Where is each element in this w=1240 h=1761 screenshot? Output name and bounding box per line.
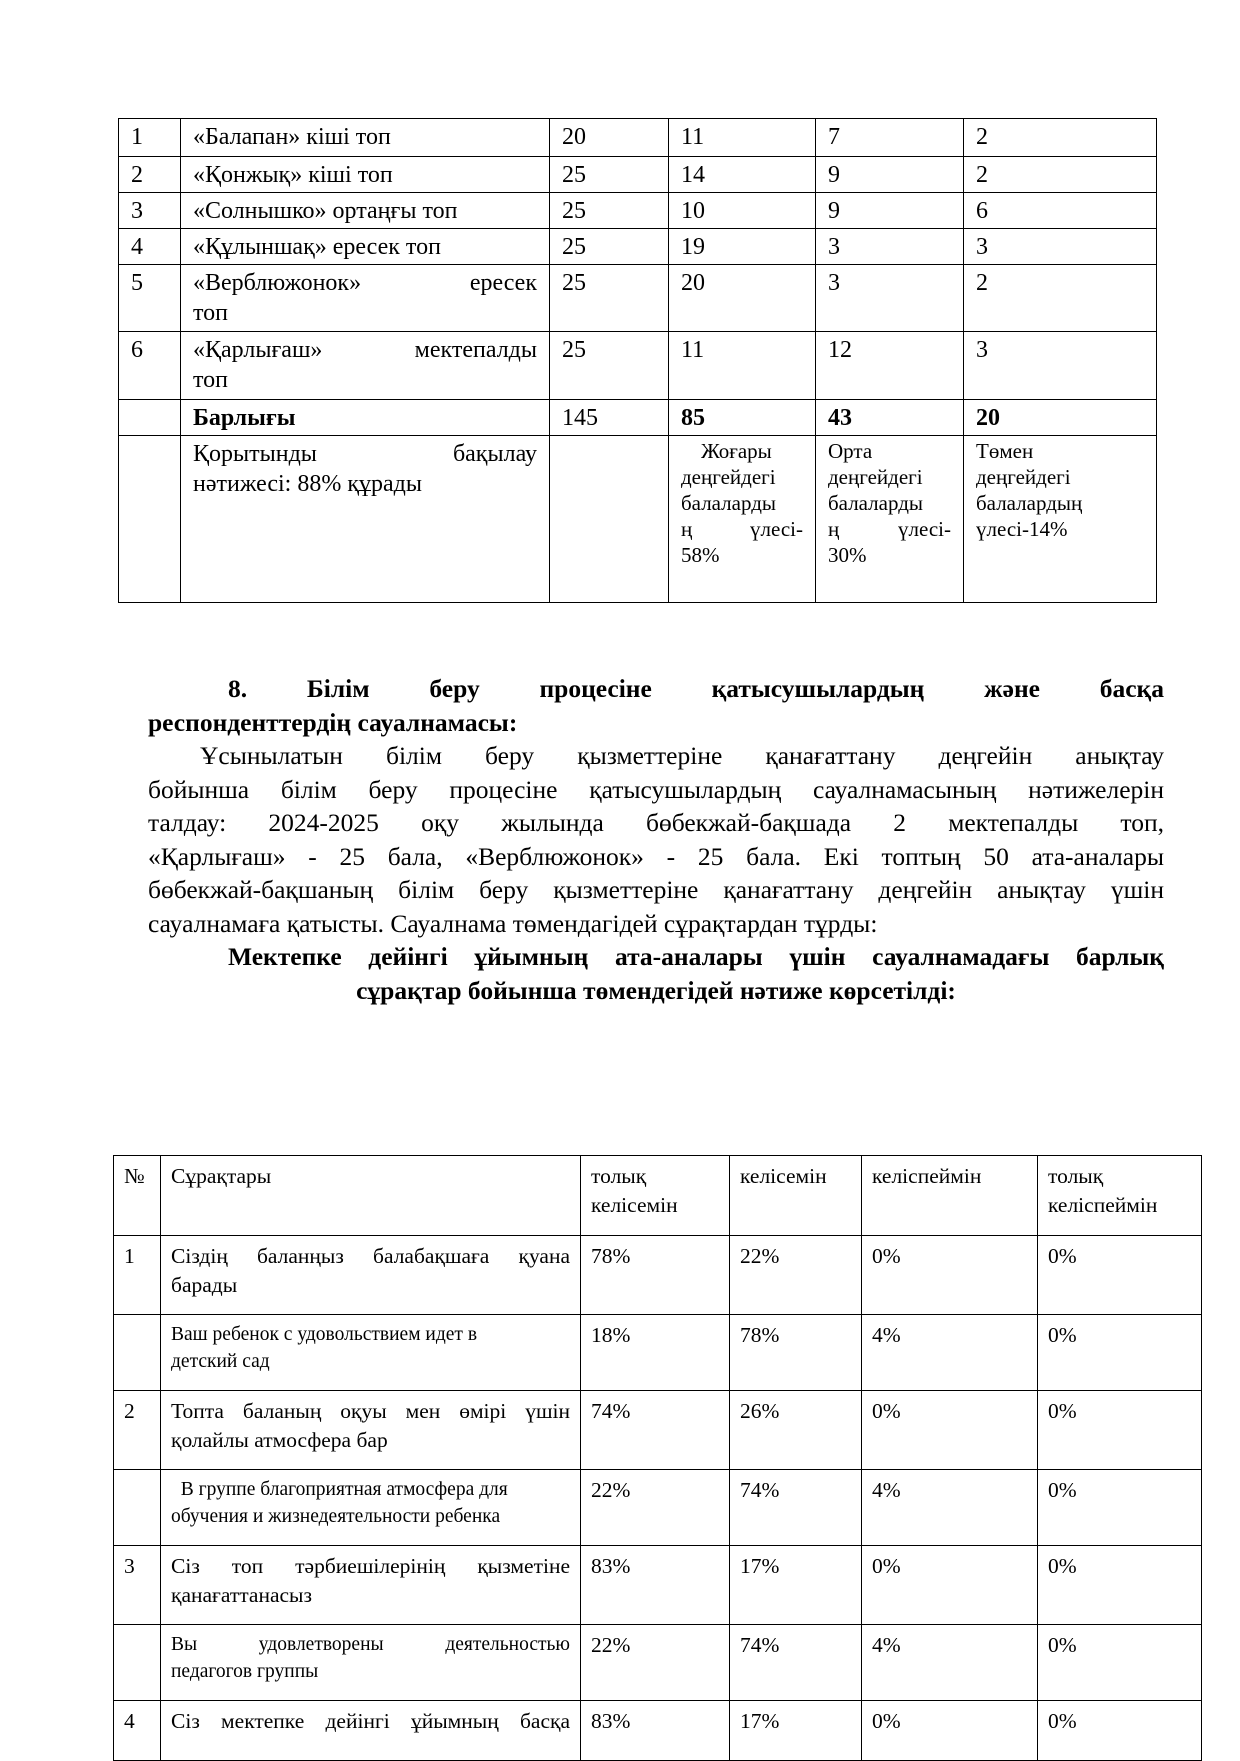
table-row: [119, 119, 1157, 157]
fully-disagree-value: 0%: [1038, 1391, 1202, 1470]
high-share-line: балаларды: [681, 491, 776, 515]
low-share-line: деңгейдегі: [976, 465, 1071, 489]
row-number: 4: [119, 229, 181, 265]
question-line: Ваш ребенок с удовольствием идет в: [171, 1324, 478, 1345]
mid-count: 12: [816, 332, 964, 400]
disagree-value: 0%: [862, 1701, 1038, 1761]
group-name-line: топ: [193, 300, 229, 326]
question: [161, 1315, 581, 1391]
high-count: 19: [669, 229, 816, 265]
total-count: 145: [550, 400, 669, 436]
empty-cell: [119, 400, 181, 436]
table-row: [119, 157, 1157, 193]
total-count: 25: [550, 157, 669, 193]
question: [161, 1625, 581, 1701]
summary-label: [181, 436, 550, 603]
group-name: «Солнышко» ортаңғы топ: [181, 193, 550, 229]
mid-count: 9: [816, 193, 964, 229]
header-questions: Сұрақтары: [161, 1156, 581, 1236]
question-line: Топта баланың оқуы мен өмірі үшін: [171, 1399, 570, 1423]
fully-agree-value: 74%: [581, 1391, 730, 1470]
high-share-line: деңгейдегі: [681, 465, 776, 489]
mid-count: 43: [816, 400, 964, 436]
mid-share-line: балаларды: [828, 491, 923, 515]
mid-share-line: деңгейдегі: [828, 465, 923, 489]
empty-cell: [119, 436, 181, 603]
fully-disagree-value: 0%: [1038, 1236, 1202, 1315]
row-number: 2: [114, 1391, 161, 1470]
agree-value: 22%: [730, 1236, 862, 1315]
fully-agree-value: 22%: [581, 1625, 730, 1701]
fully-agree-value: 18%: [581, 1315, 730, 1391]
table-row: [114, 1470, 1202, 1546]
total-count: 20: [550, 119, 669, 157]
mid-share: [816, 436, 964, 603]
header-num: №: [114, 1156, 161, 1236]
group-name-line: «Верблюжонок» ересек: [193, 270, 537, 296]
header-line: толық: [1048, 1164, 1104, 1188]
table-row: [119, 332, 1157, 400]
agree-value: 74%: [730, 1470, 862, 1546]
low-share-line: Төмен: [976, 439, 1034, 463]
header-line: толық: [591, 1164, 647, 1188]
group-name: [181, 332, 550, 400]
question-line: В группе благоприятная атмосфера для: [171, 1479, 508, 1500]
row-number: 5: [119, 265, 181, 332]
low-count: 3: [964, 332, 1157, 400]
high-count: 20: [669, 265, 816, 332]
agree-value: 17%: [730, 1546, 862, 1625]
high-count: 85: [669, 400, 816, 436]
agree-value: 17%: [730, 1701, 862, 1761]
agree-value: 78%: [730, 1315, 862, 1391]
table-row: [114, 1546, 1202, 1625]
paragraph-line: сауалнамаға қатысты. Сауалнама төмендагідей сұрақтардан тұрды:: [148, 908, 878, 938]
section-8: [148, 672, 1164, 1007]
header-disagree: келіспеймін: [862, 1156, 1038, 1236]
question: [161, 1546, 581, 1625]
row-number: 6: [119, 332, 181, 400]
high-count: 14: [669, 157, 816, 193]
disagree-value: 4%: [862, 1625, 1038, 1701]
group-name: [181, 265, 550, 332]
results-table: [118, 118, 1157, 603]
summary-row: [119, 436, 1157, 603]
low-count: 6: [964, 193, 1157, 229]
group-name: «Балапан» кіші топ: [181, 119, 550, 157]
question-line: қанағаттанасыз: [171, 1583, 312, 1607]
table-row: [114, 1701, 1202, 1761]
section-heading: респонденттердің сауалнамасы:: [148, 707, 518, 737]
high-count: 10: [669, 193, 816, 229]
question-line: Вы удовлетворены деятельностью: [171, 1634, 570, 1655]
total-label: Барлығы: [181, 400, 550, 436]
question: [161, 1391, 581, 1470]
question-line: Сіз мектепке дейінгі ұйымның басқа: [171, 1709, 570, 1733]
total-row: [119, 400, 1157, 436]
agree-value: 74%: [730, 1625, 862, 1701]
row-number: [114, 1625, 161, 1701]
total-count: 25: [550, 265, 669, 332]
survey-caption: Мектепке дейінгі ұйымның ата-аналары үшін сауалнамадағы барлық: [228, 942, 1164, 971]
fully-disagree-value: 0%: [1038, 1315, 1202, 1391]
total-count: 25: [550, 332, 669, 400]
table-row: [119, 193, 1157, 229]
table-row: [119, 265, 1157, 332]
question-line: детский сад: [171, 1351, 270, 1372]
disagree-value: 4%: [862, 1315, 1038, 1391]
mid-count: 3: [816, 265, 964, 332]
fully-disagree-value: 0%: [1038, 1701, 1202, 1761]
section-heading: 8. Білім беру процесіне қатысушылардың және басқа: [228, 674, 1164, 703]
high-count: 11: [669, 119, 816, 157]
group-name: «Қонжық» кіші топ: [181, 157, 550, 193]
row-number: 3: [114, 1546, 161, 1625]
group-name: «Құлыншақ» ересек топ: [181, 229, 550, 265]
fully-disagree-value: 0%: [1038, 1625, 1202, 1701]
low-share-line: балалардың: [976, 491, 1083, 515]
fully-agree-value: 83%: [581, 1546, 730, 1625]
question: [161, 1236, 581, 1315]
question-line: педагогов группы: [171, 1661, 319, 1682]
row-number: 1: [114, 1236, 161, 1315]
summary-label-line: Қорытынды бақылау: [193, 441, 537, 467]
question-line: қолайлы атмосфера бар: [171, 1428, 388, 1452]
row-number: [114, 1470, 161, 1546]
fully-disagree-value: 0%: [1038, 1546, 1202, 1625]
high-count: 11: [669, 332, 816, 400]
empty-cell: [550, 436, 669, 603]
header-fully-disagree: [1038, 1156, 1202, 1236]
survey-caption: сұрақтар бойынша төмендегідей нәтиже көрсетілді:: [356, 975, 956, 1005]
mid-share-line: 30%: [828, 543, 867, 567]
table-row: [114, 1391, 1202, 1470]
question-line: барады: [171, 1273, 238, 1297]
low-count: 2: [964, 157, 1157, 193]
header-line: келісемін: [591, 1193, 678, 1217]
paragraph-line: бойынша білім беру процесіне қатысушылардың сауалнамасының нәтижелерін: [148, 774, 1164, 804]
mid-count: 3: [816, 229, 964, 265]
mid-share-line: Орта: [828, 439, 873, 463]
header-agree: келісемін: [730, 1156, 862, 1236]
table-row: [119, 229, 1157, 265]
high-share: [669, 436, 816, 603]
survey-table: [113, 1155, 1202, 1761]
question: [161, 1701, 581, 1761]
disagree-value: 0%: [862, 1546, 1038, 1625]
question-line: Сіздің баланңыз балабақшаға қуана: [171, 1244, 570, 1268]
summary-label-line: нәтижесі: 88% құрады: [193, 471, 422, 497]
table-row: [114, 1236, 1202, 1315]
low-share: [964, 436, 1157, 603]
mid-count: 9: [816, 157, 964, 193]
disagree-value: 0%: [862, 1236, 1038, 1315]
low-count: 2: [964, 265, 1157, 332]
low-count: 3: [964, 229, 1157, 265]
row-number: 2: [119, 157, 181, 193]
table-row: [114, 1315, 1202, 1391]
paragraph-line: бөбекжай-бақшаның білім беру қызметтеріне қанағаттану деңгейін анықтау үшін: [148, 875, 1164, 904]
header-line: келіспеймін: [1048, 1193, 1158, 1217]
fully-agree-value: 22%: [581, 1470, 730, 1546]
high-share-line: Жоғары: [701, 439, 772, 463]
low-share-line: үлесі-14%: [976, 517, 1068, 541]
total-count: 25: [550, 229, 669, 265]
table-header: [114, 1156, 1202, 1236]
agree-value: 26%: [730, 1391, 862, 1470]
header-fully-agree: [581, 1156, 730, 1236]
mid-count: 7: [816, 119, 964, 157]
row-number: 4: [114, 1701, 161, 1761]
table-row: [114, 1625, 1202, 1701]
low-count: 2: [964, 119, 1157, 157]
low-count: 20: [964, 400, 1157, 436]
disagree-value: 0%: [862, 1391, 1038, 1470]
group-name-line: «Қарлығаш» мектепалды: [193, 337, 537, 363]
paragraph-line: Ұсынылатын білім беру қызметтеріне қанағаттану деңгейін анықтау: [200, 741, 1164, 770]
group-name-line: топ: [193, 367, 229, 393]
row-number: 3: [119, 193, 181, 229]
question-line: обучения и жизнедеятельности ребенка: [171, 1506, 501, 1527]
high-share-line: ң үлесі-: [681, 517, 803, 541]
fully-disagree-value: 0%: [1038, 1470, 1202, 1546]
total-count: 25: [550, 193, 669, 229]
paragraph-line: «Қарлығаш» - 25 бала, «Верблюжонок» - 25 бала. Екі топтың 50 ата-аналары: [148, 841, 1164, 871]
row-number: [114, 1315, 161, 1391]
disagree-value: 4%: [862, 1470, 1038, 1546]
mid-share-line: ң үлесі-: [828, 517, 951, 541]
high-share-line: 58%: [681, 543, 720, 567]
paragraph-line: талдау: 2024-2025 оқу жылында бөбекжай-бақшада 2 мектепалды топ,: [148, 808, 1164, 837]
question: [161, 1470, 581, 1546]
fully-agree-value: 83%: [581, 1701, 730, 1761]
question-line: Сіз топ тәрбиешілерінің қызметіне: [171, 1554, 570, 1578]
row-number: 1: [119, 119, 181, 157]
fully-agree-value: 78%: [581, 1236, 730, 1315]
